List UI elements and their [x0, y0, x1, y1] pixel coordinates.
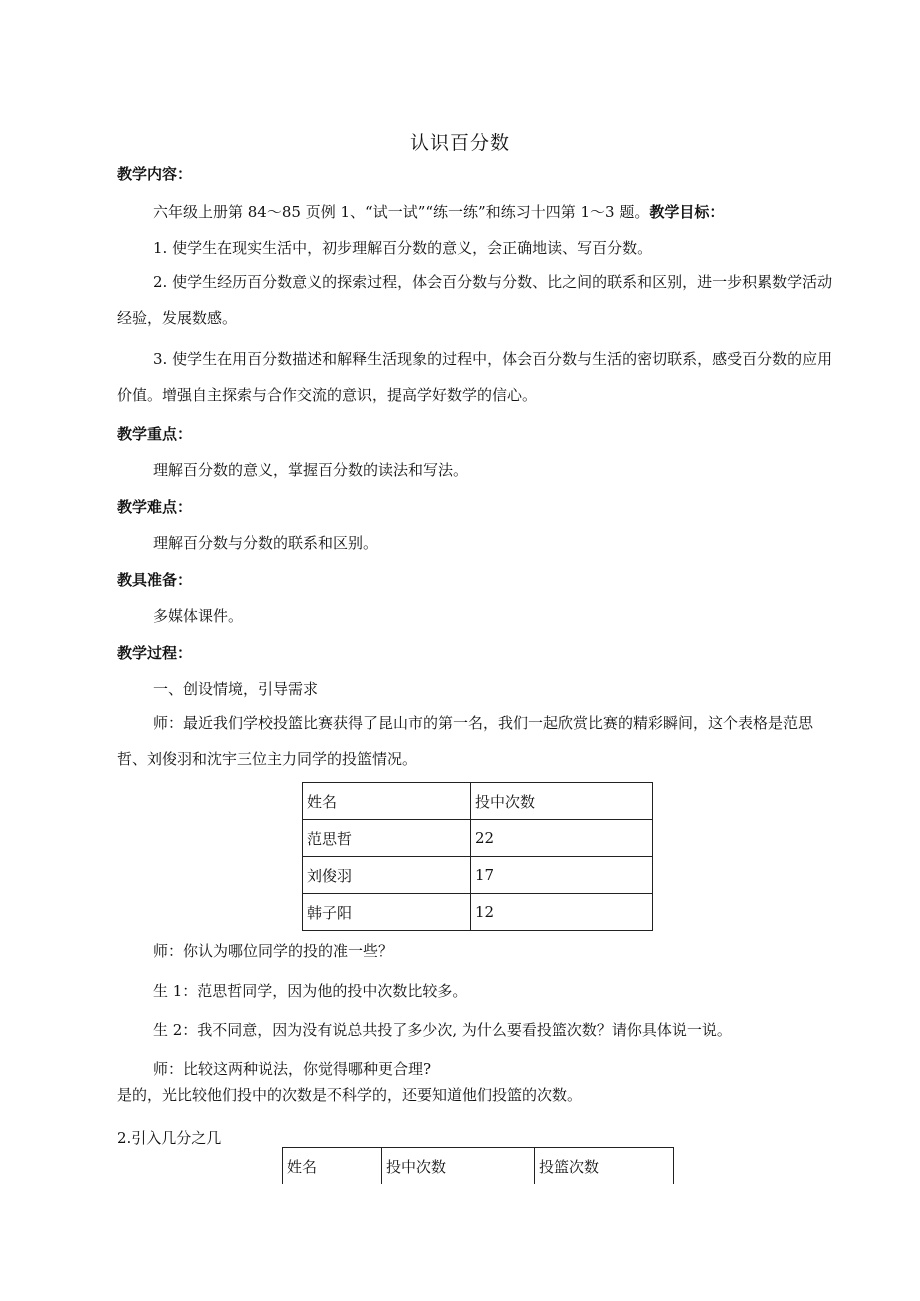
table-header-row	[303, 783, 653, 820]
table-cell: 韩子阳	[303, 894, 471, 931]
table-cell: 17	[471, 857, 653, 894]
student-line-1: 生 1：范思哲同学，因为他的投中次数比较多。	[153, 982, 468, 1000]
table-header-cell: 投中次数	[471, 783, 653, 820]
goal-1: 1. 使学生在现实生活中，初步理解百分数的意义，会正确地读、写百分数。	[153, 239, 653, 257]
table-header-cell: 投篮次数	[535, 1148, 674, 1185]
shots-table	[302, 782, 653, 931]
table-cell: 刘俊羽	[303, 857, 471, 894]
table-cell: 范思哲	[303, 820, 471, 857]
content-heading: 教学内容：	[117, 165, 193, 183]
table-row	[303, 857, 653, 894]
teacher-line-1: 师：最近我们学校投篮比赛获得了昆山市的第一名，我们一起欣赏比赛的精彩瞬间，这个表格是范思哲、刘俊羽和沈宇三位主力同学的投篮情况。	[117, 714, 814, 768]
step-2: 2.引入几分之几	[117, 1129, 222, 1147]
table-header-cell: 姓名	[283, 1148, 382, 1185]
step-1: 一、创设情境，引导需求	[153, 680, 319, 698]
table-header-row	[283, 1148, 674, 1185]
document-title: 认识百分数	[409, 132, 510, 154]
teacher-line-3: 师：比较这两种说法，你觉得哪种更合理?	[153, 1060, 432, 1078]
student-line-2: 生 2：我不同意，因为没有说总共投了多少次, 为什么要看投篮次数？请你具体说一说。	[153, 1021, 732, 1039]
goal-2: 2. 使学生经历百分数意义的探索过程，体会百分数与分数、比之间的联系和区别，进一步积累数学活动经验，发展数感。	[117, 273, 833, 327]
table-row	[303, 820, 653, 857]
conclusion-line: 是的，光比较他们投中的次数是不科学的，还要知道他们投篮的次数。	[117, 1086, 583, 1104]
key-heading: 教学重点：	[117, 425, 193, 443]
teacher-line-2: 师：你认为哪位同学的投的准一些？	[153, 942, 394, 960]
difficult-heading: 教学难点：	[117, 498, 193, 516]
key-text: 理解百分数的意义，掌握百分数的读法和写法。	[153, 461, 469, 479]
goal-3: 3. 使学生在用百分数描述和解释生活现象的过程中，体会百分数与生活的密切联系，感受百分数的应用价值。增强自主探索与合作交流的意识，提高学好数学的信心。	[117, 350, 833, 404]
process-heading: 教学过程：	[117, 644, 193, 662]
tools-heading: 教具准备：	[117, 571, 193, 589]
content-text: 六年级上册第 84～85 页例 1、“试一试”“练一练”和练习十四第 1～3 题。教学目标：	[153, 203, 725, 221]
shots-table-2	[282, 1147, 674, 1184]
table-header-cell: 姓名	[303, 783, 471, 820]
table-cell: 12	[471, 894, 653, 931]
table-row	[303, 894, 653, 931]
table-cell: 22	[471, 820, 653, 857]
goals-heading: 教学目标：	[649, 203, 725, 221]
tools-text: 多媒体课件。	[153, 607, 244, 625]
table-header-cell: 投中次数	[382, 1148, 535, 1185]
difficult-text: 理解百分数与分数的联系和区别。	[153, 534, 379, 552]
